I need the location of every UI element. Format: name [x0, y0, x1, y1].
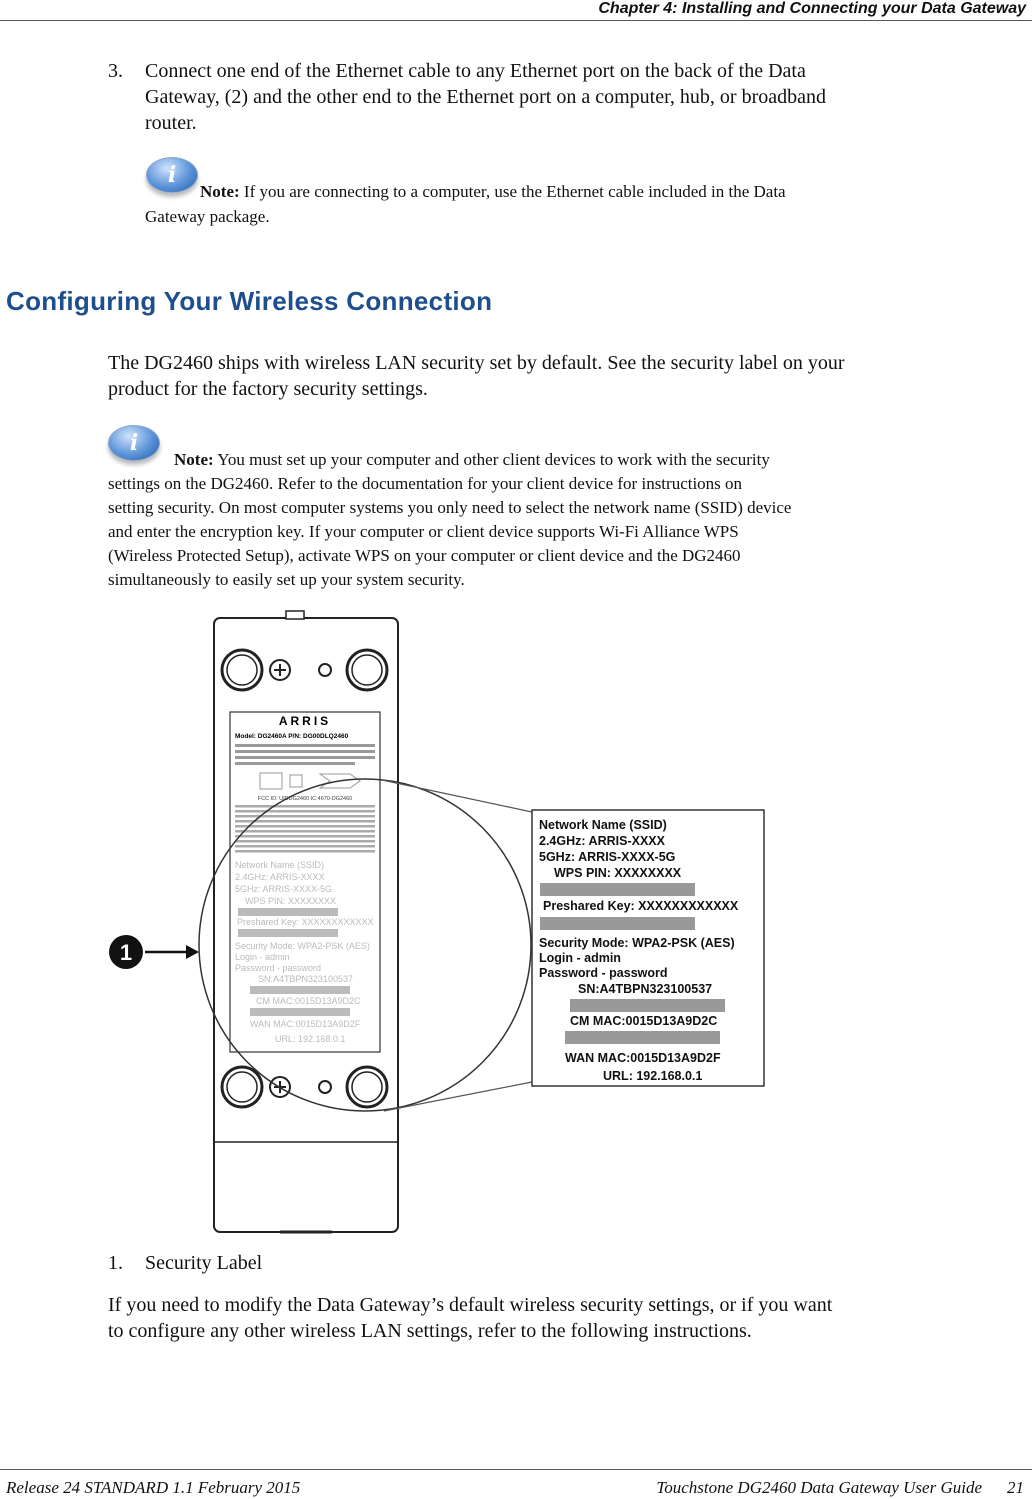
note-1-line-2: Gateway package.: [145, 207, 270, 226]
note-2-body: [108, 472, 1028, 592]
mini-label-line: Network Name (SSID): [235, 860, 325, 870]
model-line: Model: DG2460A P/N: DG00DLQ2460: [235, 733, 349, 740]
step-line: router.: [145, 112, 197, 134]
mini-label-line: URL: 192.168.0.1: [275, 1034, 346, 1044]
gateway-figure: [100, 605, 780, 1240]
note-1-line-1: [200, 180, 1020, 204]
barcode: [565, 1031, 720, 1044]
barcode: [540, 917, 695, 930]
mini-label-line: WPS PIN: XXXXXXXX: [245, 896, 337, 906]
note-label: Note:: [174, 450, 214, 469]
label-url: URL: 192.168.0.1: [603, 1069, 703, 1083]
footer-title: Touchstone DG2460 Data Gateway User Guide: [656, 1478, 982, 1497]
footer-rule: [0, 1469, 1032, 1470]
label-security-mode: Security Mode: WPA2-PSK (AES): [539, 936, 735, 950]
footer-release: Release 24 STANDARD 1.1 February 2015: [6, 1478, 301, 1497]
callout-number: 1: [119, 940, 133, 965]
note-line: and enter the encryption key. If your computer or client device supports Wi-Fi Alliance WPS: [108, 522, 739, 541]
mini-label-line: WAN MAC:0015D13A9D2F: [250, 1019, 361, 1029]
closing-paragraph: [108, 1292, 1028, 1344]
mount-hole: [347, 1067, 387, 1107]
barcode: [570, 999, 725, 1012]
label-login: Login - admin: [539, 951, 621, 965]
mini-label-line: CM MAC:0015D13A9D2C: [256, 996, 361, 1006]
info-icon: i: [108, 425, 160, 461]
label-cm-mac: CM MAC:0015D13A9D2C: [570, 1014, 718, 1028]
brand-logo: ARRIS: [278, 714, 332, 728]
closing-line: If you need to modify the Data Gateway’s default wireless security settings, or if you want: [108, 1294, 833, 1316]
mini-label-line: Security Mode: WPA2-PSK (AES): [235, 941, 370, 951]
label-preshared-key: Preshared Key: XXXXXXXXXXXX: [543, 899, 739, 913]
step-line: Connect one end of the Ethernet cable to any Ethernet port on the back of the Data: [145, 60, 806, 82]
note-2-line-1: [174, 448, 1024, 472]
mount-hole: [347, 650, 387, 690]
figure-caption: Security Label: [145, 1252, 263, 1274]
intro-line: The DG2460 ships with wireless LAN security set by default. See the security label on your: [108, 352, 845, 374]
mount-hole: [222, 650, 262, 690]
fcc-line: FCC ID: UIDDG2460 IC:4670-DG2460: [257, 796, 353, 802]
note-line: settings on the DG2460. Refer to the documentation for your client device for instructions on: [108, 474, 743, 493]
mini-label-line: Password - password: [235, 963, 322, 973]
mount-hole: [222, 1067, 262, 1107]
mini-label-line: Preshared Key: XXXXXXXXXXXX: [237, 917, 374, 927]
mini-label-line: SN:A4TBPN323100537: [258, 974, 354, 984]
step-3-text: [145, 58, 1025, 136]
label-wps-pin: WPS PIN: XXXXXXXX: [554, 866, 682, 880]
mini-label-line: 5GHz: ARRIS-XXXX-5G: [235, 884, 333, 894]
intro-line: product for the factory security settings.: [108, 378, 428, 400]
page-number: 21: [1007, 1478, 1024, 1497]
note-text: If you are connecting to a computer, use the Ethernet cable included in the Data: [243, 182, 786, 201]
label-password: Password - password: [539, 966, 668, 980]
closing-line: to configure any other wireless LAN settings, refer to the following instructions.: [108, 1320, 752, 1342]
intro-paragraph: [108, 350, 1028, 402]
mini-label-line: 2.4GHz: ARRIS-XXXX: [235, 872, 325, 882]
header-rule: [0, 20, 1032, 21]
step-number: 3.: [108, 60, 123, 82]
arrow-icon: [186, 945, 199, 959]
label-ssid-5: 5GHz: ARRIS-XXXX-5G: [539, 850, 676, 864]
section-heading: Configuring Your Wireless Connection: [6, 286, 493, 316]
note-line: (Wireless Protected Setup), activate WPS on your computer or client device and the DG2460: [108, 546, 741, 565]
step-line: Gateway, (2) and the other end to the Ethernet port on a computer, hub, or broadband: [145, 86, 827, 108]
label-ssid-24: 2.4GHz: ARRIS-XXXX: [539, 834, 665, 848]
label-serial: SN:A4TBPN323100537: [578, 982, 713, 996]
caption-number: 1.: [108, 1252, 123, 1274]
chapter-header: Chapter 4: Installing and Connecting your Data Gateway: [598, 0, 1026, 17]
mini-label-line: Login - admin: [235, 952, 290, 962]
note-label: Note:: [200, 182, 240, 201]
label-network-name: Network Name (SSID): [539, 818, 667, 832]
device-tab: [286, 611, 304, 619]
barcode: [540, 883, 695, 896]
label-wan-mac: WAN MAC:0015D13A9D2F: [565, 1051, 721, 1065]
note-line: setting security. On most computer systems you only need to select the network name (SSID) device: [108, 498, 792, 517]
note-line: simultaneously to easily set up your system security.: [108, 570, 465, 589]
info-icon: i: [146, 157, 198, 193]
note-text: You must set up your computer and other client devices to work with the security: [217, 450, 770, 469]
